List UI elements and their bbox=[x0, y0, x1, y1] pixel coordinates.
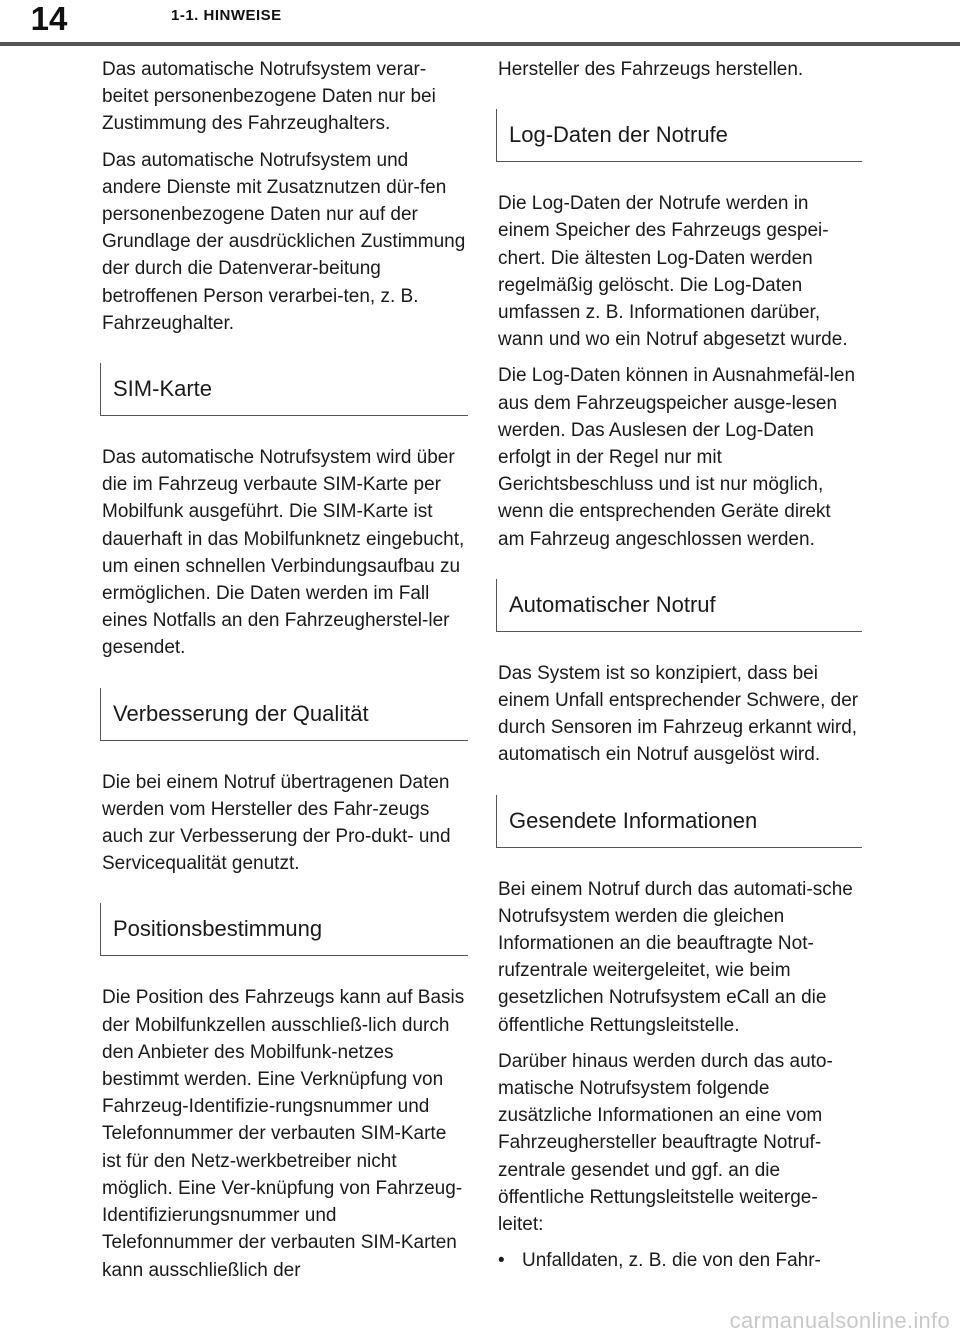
heading-position: Positionsbestimmung bbox=[100, 903, 468, 956]
heading-sent-info: Gesendete Informationen bbox=[496, 795, 862, 848]
watermark: carmanualsonline.info bbox=[729, 1308, 950, 1333]
heading-log-data: Log-Daten der Notrufe bbox=[496, 109, 862, 162]
left-column bbox=[102, 56, 468, 1293]
paragraph: Das automatische Notrufsystem und andere Dienste mit Zusatznutzen dür-fen personenbezogene Daten nur auf der Grundlage der ausdrücklichen Zustimmung der durch die Datenverar-beitung betroffenen Person verarbei-ten, z. B. Fahrzeughalter. bbox=[102, 149, 466, 334]
page-number: 14 bbox=[0, 0, 98, 40]
heading-quality: Verbesserung der Qualität bbox=[100, 688, 468, 741]
header-divider bbox=[0, 42, 960, 46]
list-item-text: Unfalldaten, z. B. die von den Fahr- bbox=[522, 1250, 821, 1272]
paragraph: Die Position des Fahrzeugs kann auf Basis der Mobilfunkzellen ausschließ-lich durch den Anbieter des Mobilfunk-netzes bestimmt werden. Eine Verknüpfung von Fahrzeug-Identifizie-rungsnummer und Telefonnummer der verbauten SIM-Karte ist für den Netz-werkbetreiber nicht möglich. Eine Ver-knüpfung von Fahrzeug-Identifizierungsnummer und Telefonnummer der verbauten SIM-Karten kann ausschließlich der bbox=[102, 987, 465, 1281]
list-item bbox=[498, 1247, 862, 1274]
paragraph: Hersteller des Fahrzeugs herstellen. bbox=[498, 59, 804, 80]
paragraph: Die Log-Daten können in Ausnahmefäl-len aus dem Fahrzeugspeicher ausge-lesen werden. Das Auslesen der Log-Daten erfolgt in der Regel nur mit Gerichtsbeschluss und ist nur möglich, wenn die entsprechenden Geräte direkt am Fahrzeug angeschlossen werden. bbox=[498, 365, 856, 550]
heading-automatic-call: Automatischer Notruf bbox=[496, 579, 862, 632]
section-title: 1-1. HINWEISE bbox=[171, 7, 282, 24]
paragraph: Die Log-Daten der Notrufe werden in einem Speicher des Fahrzeugs gespei-chert. Die ältesten Log-Daten werden regelmäßig gelöscht. Die Log-Daten umfassen z. B. Informationen darüber, wann und wo ein Notruf abgesetzt wurde. bbox=[498, 193, 848, 351]
paragraph: Bei einem Notruf durch das automati-sche Notrufsystem werden die gleichen Informationen an die beauftragte Not-rufzentrale weitergeleitet, wie beim gesetzlichen Notrufsystem eCall an die öffentliche Rettungsleitstelle. bbox=[498, 878, 853, 1036]
paragraph: Das System ist so konzipiert, dass bei einem Unfall entsprechender Schwere, der durch Sensoren im Fahrzeug erkannt wird, automatisch ein Notruf ausgelöst wird. bbox=[498, 662, 859, 766]
paragraph: Die bei einem Notruf übertragenen Daten werden vom Hersteller des Fahr-zeugs auch zur Verbesserung der Pro-dukt- und Servicequalität genutzt. bbox=[102, 771, 451, 875]
page-header bbox=[0, 0, 960, 46]
paragraph: Das automatische Notrufsystem wird über die im Fahrzeug verbaute SIM-Karte per Mobilfunk ausgeführt. Die SIM-Karte ist dauerhaft in das Mobilfunknetz eingebucht, um einen schnellen Verbindungsaufbau zu ermöglichen. Die Daten werden im Fall eines Notfalls an den Fahrzeugherstel-ler gesendet. bbox=[102, 447, 465, 659]
bullet-marker: • bbox=[498, 1250, 505, 1272]
paragraph: Darüber hinaus werden durch das auto-matische Notrufsystem folgende zusätzliche Informationen an eine vom Fahrzeughersteller beauftragte Notruf-zentrale gesendet und ggf. an die öffentliche Rettungsleitstelle weiterge-leitet: bbox=[498, 1050, 833, 1236]
paragraph: Das automatische Notrufsystem verar-beitet personenbezogene Daten nur bei Zustimmung des Fahrzeughalters. bbox=[102, 59, 436, 135]
right-column bbox=[498, 56, 862, 1284]
heading-sim-karte: SIM-Karte bbox=[100, 363, 468, 416]
